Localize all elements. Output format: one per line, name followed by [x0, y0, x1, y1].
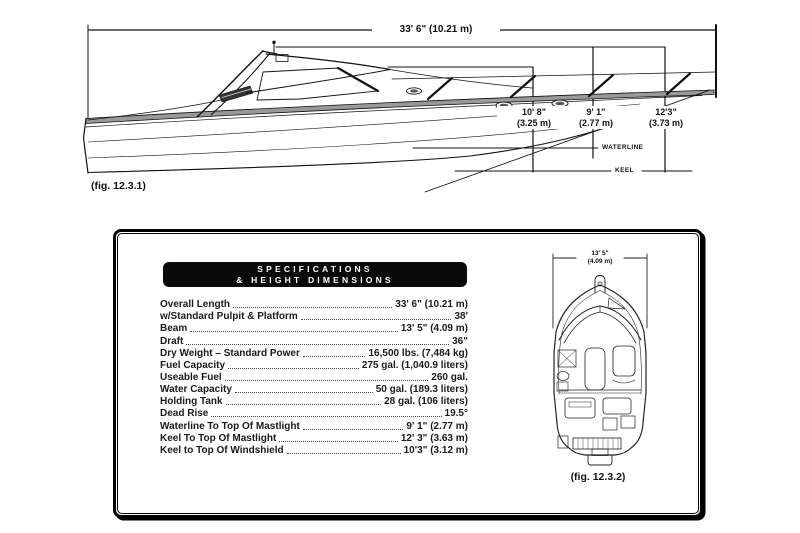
spec-row — [160, 395, 468, 407]
spec-row — [160, 419, 468, 431]
spec-row — [160, 359, 468, 371]
windshield-height-ft: 10' 8" — [522, 107, 546, 117]
spec-row — [160, 334, 468, 346]
spec-value: 28 gal. (106 liters) — [384, 396, 468, 408]
dot-leader — [186, 344, 449, 345]
spec-value: 19.5° — [444, 408, 468, 420]
dot-leader — [211, 416, 441, 417]
dot-leader — [287, 453, 401, 454]
spec-value: 50 gal. (189.3 liters) — [375, 384, 468, 396]
figure-caption-side-view: (fig. 12.3.1) — [91, 180, 146, 192]
dot-leader — [190, 331, 398, 332]
spec-label: Keel To Top Of Mastlight — [160, 432, 277, 444]
spec-row — [160, 322, 468, 334]
spec-value: 16,500 lbs. (7,484 kg) — [368, 347, 468, 359]
dot-leader — [228, 368, 359, 369]
spec-row — [160, 371, 468, 383]
spec-value: 260 gal. — [431, 371, 468, 383]
dot-leader — [235, 392, 373, 393]
beam-dimension — [567, 249, 633, 267]
spec-label: Draft — [160, 335, 184, 347]
dot-leader — [301, 319, 452, 320]
spec-label: Keel to Top Of Windshield — [160, 444, 284, 456]
spec-row — [160, 407, 468, 419]
keel-mastlight-ft: 12'3" — [655, 107, 677, 117]
waterline-mastlight-ft: 9' 1" — [586, 107, 606, 117]
spec-label: Water Capacity — [160, 384, 232, 396]
spec-label: Dry Weight – Standard Power — [160, 347, 300, 359]
spec-row — [160, 432, 468, 444]
spec-label: w/Standard Pulpit & Platform — [160, 311, 298, 323]
beam-ft: 13' 5" — [591, 250, 609, 257]
dot-leader — [279, 441, 398, 442]
spec-row — [160, 310, 468, 322]
spec-label: Dead Rise — [160, 408, 209, 420]
spec-label: Waterline To Top Of Mastlight — [160, 420, 300, 432]
spec-value: 38' — [454, 311, 468, 323]
spec-row — [160, 298, 468, 310]
waterline-mastlight-m: (2.77 m) — [578, 117, 613, 128]
spec-value: 13' 5" (4.09 m) — [400, 323, 468, 335]
specifications-header — [163, 262, 467, 287]
waterline-mastlight-dimension — [560, 106, 632, 129]
spec-value: 10'3" (3.12 m) — [403, 444, 468, 456]
spec-row — [160, 347, 468, 359]
dot-leader — [233, 307, 392, 308]
specifications-panel — [113, 229, 703, 518]
spec-label: Holding Tank — [160, 396, 223, 408]
dot-leader — [225, 380, 429, 381]
dot-leader — [303, 356, 366, 357]
keel-label: KEEL — [615, 167, 634, 174]
spec-value: 12' 3" (3.63 m) — [400, 432, 468, 444]
spec-label: Beam — [160, 323, 188, 335]
spec-value: 275 gal. (1,040.9 liters) — [361, 359, 468, 371]
figure-caption-top-view: (fig. 12.3.2) — [570, 471, 626, 483]
spec-value: 33' 6" (10.21 m) — [395, 299, 468, 311]
beam-m: (4.09 m) — [587, 258, 613, 265]
spec-value: 36" — [452, 335, 468, 347]
waterline-label: WATERLINE — [602, 144, 644, 151]
spec-label: Useable Fuel — [160, 371, 222, 383]
dot-leader — [303, 429, 404, 430]
spec-value: 9' 1" (2.77 m) — [406, 420, 468, 432]
spec-list — [160, 298, 468, 456]
header-line-1: SPECIFICATIONS — [257, 263, 373, 274]
keel-mastlight-dimension — [629, 106, 703, 129]
spec-label: Overall Length — [160, 299, 231, 311]
overall-length-dimension: 33' 6" (10.21 m) — [372, 23, 500, 36]
top-view-boat-drawing — [545, 248, 655, 470]
header-line-2: & HEIGHT DIMENSIONS — [236, 274, 394, 285]
spec-row — [160, 444, 468, 456]
windshield-height-m: (3.25 m) — [516, 117, 551, 128]
spec-row — [160, 383, 468, 395]
keel-mastlight-m: (3.73 m) — [648, 117, 683, 128]
dot-leader — [226, 404, 381, 405]
spec-label: Fuel Capacity — [160, 359, 226, 371]
